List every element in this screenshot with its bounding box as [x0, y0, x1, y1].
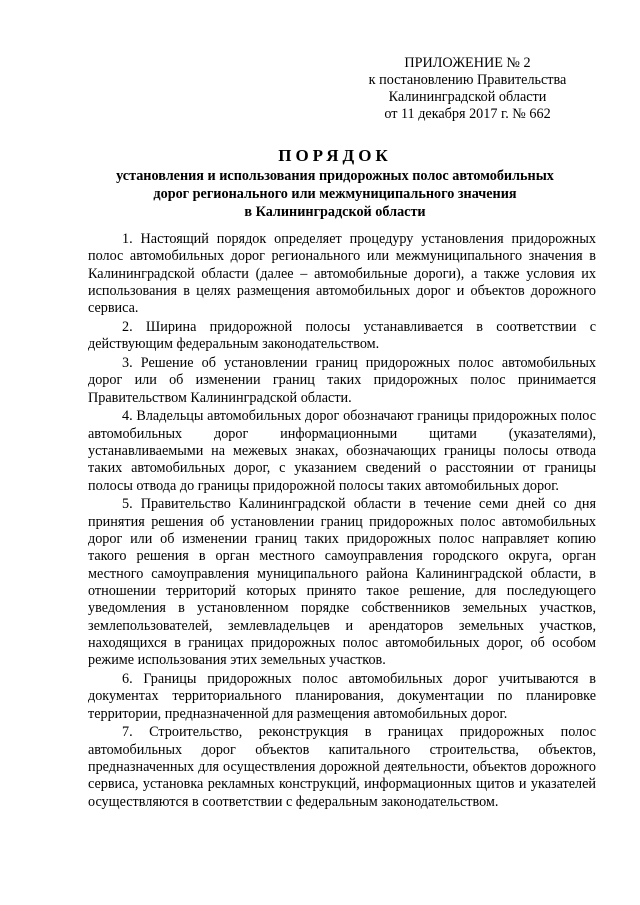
paragraph-6: 6. Границы придорожных полос автомобильных дорог учитываются в документах территориального планирования, документации по планировке территории, предназначенной для размещения автомобильных дорог. — [88, 670, 596, 722]
appendix-region-line: Калининградской области — [388, 89, 547, 105]
paragraph-5: 5. Правительство Калининградской области в течение семи дней со дня принятия решения об установлении границ придорожных полос автомобильных дорог или об изменении границ таких придорожных полос направляет копию такого решения в орган местного самоуправления городского округа, орган местного самоуправления муниципального района Калининградской области, в отношении территорий которых принято такое решение, для последующего уведомления в установленном порядке собственников земельных участков, землепользователей, землевладельцев и арендаторов земельных участков, находящихся в границах придорожных полос автомобильных дорог, об особом режиме использования этих земельных участков. — [88, 496, 596, 669]
document-subtitle-line-3: в Калининградской области — [244, 204, 426, 220]
appendix-date-number: от 11 декабря 2017 г. № 662 — [384, 106, 551, 122]
appendix-block — [340, 55, 595, 123]
document-title: ПОРЯДОК — [278, 146, 392, 165]
paragraph-1: 1. Настоящий порядок определяет процедуру установления придорожных полос автомобильных дорог регионального или межмуниципального значения в Калининградской области (далее – автомобильные дороги), а также условия их использования в целях размещения автомобильных дорог и объектов дорожного сервиса. — [88, 231, 596, 317]
paragraph-3: 3. Решение об установлении границ придорожных полос автомобильных дорог или об изменении границ таких придорожных полос принимается Правительством Калининградской области. — [88, 355, 596, 406]
document-body — [88, 231, 596, 812]
document-subtitle-line-2: дорог регионального или межмуниципального значения — [153, 186, 517, 202]
appendix-resolution-line: к постановлению Правительства — [368, 72, 567, 88]
paragraph-7: 7. Строительство, реконструкция в границах придорожных полос автомобильных дорог объектов капитального строительства, объектов, предназначенных для осуществления дорожной деятельности, объектов дорожного сервиса, установка рекламных конструкций, информационных щитов и указателей осуществляются в соответствии с федеральным законодательством. — [88, 724, 596, 810]
paragraph-2: 2. Ширина придорожной полосы устанавливается в соответствии с действующим федеральным законодательством. — [88, 318, 596, 353]
paragraph-4: 4. Владельцы автомобильных дорог обозначают границы придорожных полос автомобильных дорог информационными щитами (указателями), устанавливаемыми на межевых знаках, обозначающих границы полосы отвода таких автомобильных дорог, с указанием сведений о расстоянии от границы полосы отвода до границы придорожной полосы таких автомобильных дорог. — [88, 408, 596, 494]
appendix-title: ПРИЛОЖЕНИЕ № 2 — [404, 55, 531, 71]
document-subtitle-line-1: установления и использования придорожных полос автомобильных — [116, 168, 554, 184]
document-title-block — [100, 145, 570, 221]
